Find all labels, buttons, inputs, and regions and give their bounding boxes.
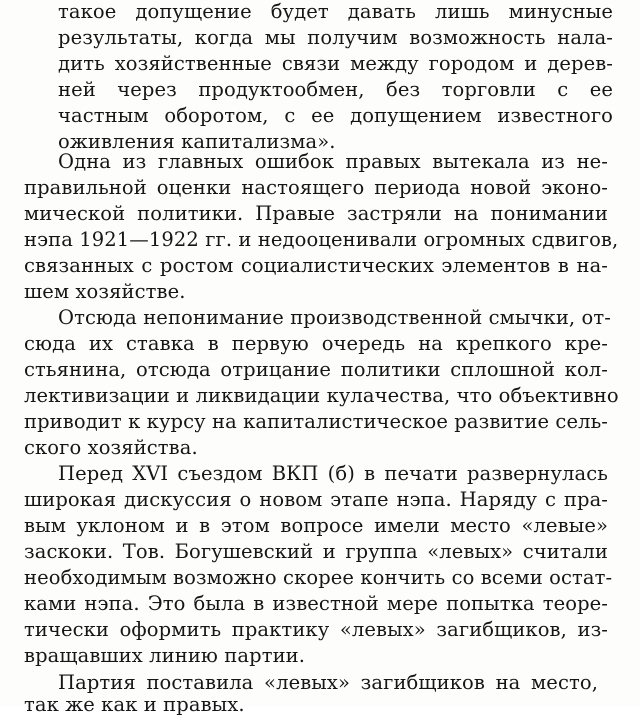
text-line: дить хозяйственные связи между городом и дерев-	[58, 52, 613, 75]
text-line: Партия поставила «левых» загибщиков на место,	[58, 671, 598, 694]
text-line: такое допущение будет давать лишь минусные	[58, 0, 613, 23]
text-line: связанных с ростом социалистических элементов в на-	[24, 254, 608, 277]
text-line: заскоки. Тов. Богушевский и группа «левых» считали	[24, 540, 608, 563]
text-line: ней через продуктообмен, без торговли с ее	[58, 78, 613, 101]
text-line: Перед XVI съездом ВКП (б) в печати развернулась	[58, 462, 608, 485]
text-line: сюда их ставка в первую очередь на крепкого кре-	[24, 332, 608, 355]
text-line: шем хозяйстве.	[24, 280, 186, 303]
text-line: широкая дискуссия о новом этапе нэпа. Наряду с пра-	[24, 488, 608, 511]
text-line: результаты, когда мы получим возможность нала-	[58, 26, 613, 49]
text-line: необходимым возможно скорее кончить со всеми остат-	[24, 566, 613, 589]
text-line: мической политики. Правые застряли на понимании	[24, 202, 608, 225]
text-line: Одна из главных ошибок правых вытекала из не-	[58, 150, 608, 173]
text-line: Отсюда непонимание производственной смычки, от-	[58, 306, 611, 329]
text-line: стьянина, отсюда отрицание политики сплошной кол-	[24, 358, 608, 381]
text-line: частным оборотом, с ее допущением известного	[58, 104, 613, 127]
text-line: ками нэпа. Это была в известной мере попытка теоре-	[24, 592, 608, 615]
text-line: приводит к курсу на капиталистическое развитие сель-	[24, 410, 608, 433]
text-line: вращавших линию партии.	[24, 644, 306, 667]
text-line: ского хозяйства.	[24, 436, 198, 459]
text-line: правильной оценки настоящего периода новой эконо-	[24, 176, 608, 199]
text-line: тически оформить практику «левых» загибщиков, из-	[24, 618, 608, 641]
text-line: оживления капитализма».	[58, 130, 336, 153]
text-line: так же как и правых.	[24, 693, 245, 716]
text-line: нэпа 1921—1922 гг. и недооценивали огромных сдвигов,	[24, 228, 619, 251]
text-line: вым уклоном и в этом вопросе имели место «левые»	[24, 514, 608, 537]
text-line: лективизации и ликвидации кулачества, что объективно	[24, 384, 619, 407]
